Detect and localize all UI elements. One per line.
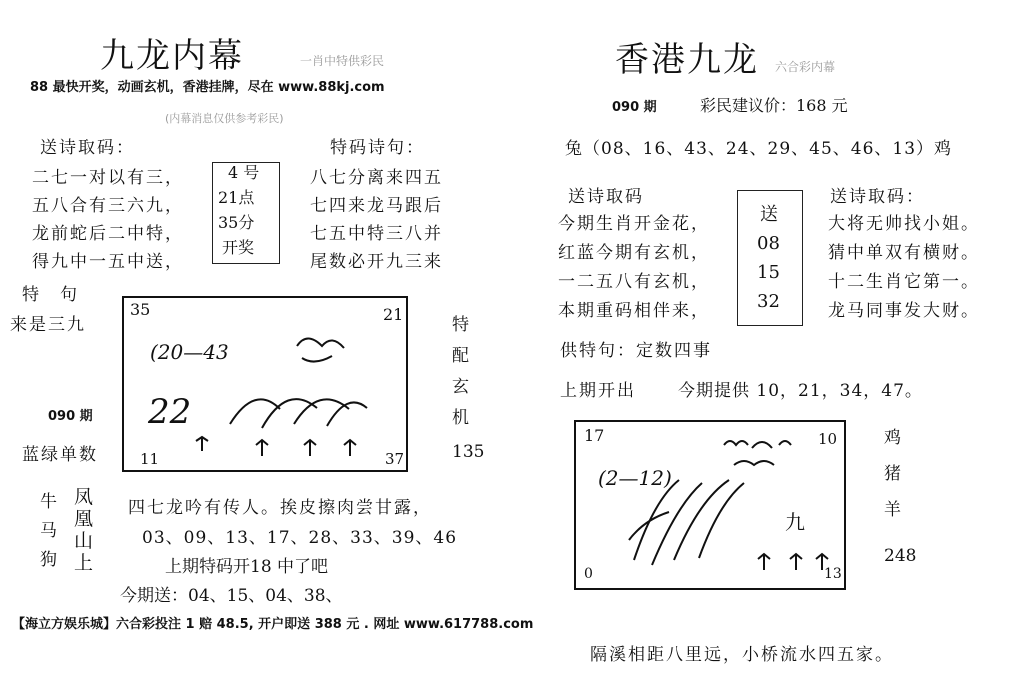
draw-minute: 35分: [218, 213, 255, 232]
side-char: 鸡: [884, 428, 903, 448]
draw-number: 4 号: [228, 163, 260, 182]
left-phoenix: [74, 486, 93, 574]
right-side-vertical: [884, 420, 903, 528]
left-poem-line: 五八合有三六九，: [32, 196, 184, 216]
center-box-item: 32: [757, 291, 780, 312]
right-poem-lines-left: [558, 210, 710, 326]
right-rabbit-line: 兔（08、16、43、24、29、45、46、13）鸡: [565, 139, 953, 159]
left-poem-line: 二七一对以有三，: [32, 168, 184, 188]
left-te-ju-answer: 来是三九: [10, 315, 86, 335]
left-poem-line: 龙前蛇后二中特，: [32, 224, 184, 244]
side-char: 玄: [452, 377, 471, 397]
right-sketch-br: 13: [824, 566, 842, 582]
left-faded-line: (内幕消息仅供参考彩民): [165, 112, 284, 125]
left-sketch-big: 22: [148, 392, 192, 432]
right-last-open: 上期开出: [560, 381, 636, 401]
center-box-item: 15: [757, 262, 780, 283]
side-char: 羊: [884, 500, 903, 520]
draw-hour: 21点: [218, 188, 255, 207]
right-poem-header-right: 送诗取码：: [830, 187, 925, 207]
right-sketch-tr: 10: [818, 430, 838, 448]
left-title-note: 一肖中特供彩民: [300, 54, 385, 68]
right-poem-line: 龙马同事发大财。: [828, 301, 980, 321]
right-poem-line: 猜中单双有横财。: [828, 243, 980, 263]
left-special-line: 八七分离来四五: [310, 168, 443, 188]
right-poem-lines-right: [828, 210, 980, 326]
animal: 狗: [40, 550, 57, 570]
right-price: 彩民建议价：168 元: [700, 96, 848, 115]
left-poem-header: 送诗取码：: [40, 138, 135, 158]
left-sketch-tl: 35: [130, 300, 151, 319]
animal: 马: [40, 521, 57, 541]
right-poem-line: 本期重码相伴来，: [558, 301, 710, 321]
left-special-line: 七四来龙马跟后: [310, 196, 443, 216]
left-bottom-ad: 【海立方娱乐城】六合彩投注 1 赔 48.5, 开户即送 388 元 . 网址 www.617788.com: [12, 617, 534, 632]
right-poem-line: 一二五八有玄机，: [558, 272, 710, 292]
right-bottom-poem: 隔溪相距八里远，小桥流水四五家。: [590, 645, 894, 665]
right-poem-line: 红蓝今期有玄机，: [558, 243, 710, 263]
left-special-line: 七五中特三八并: [310, 224, 443, 244]
left-this-period: 今期送：04、15、04、38、: [120, 586, 343, 606]
side-char: 猪: [884, 464, 903, 484]
left-numbers: 03、09、13、17、28、33、39、46: [142, 528, 458, 548]
left-special-lines: [310, 164, 443, 276]
left-te-ju: 特 句: [22, 285, 79, 305]
phoenix-char: 凰: [74, 508, 94, 530]
right-sketch-bl: 0: [584, 566, 593, 582]
left-special-header: 特码诗句：: [330, 138, 425, 158]
left-sketch-tr: 21: [383, 305, 404, 324]
left-verse: 四七龙吟有传人。挨皮擦肉尝甘露，: [128, 498, 432, 518]
left-side-number: 135: [452, 442, 485, 462]
side-char: 配: [452, 346, 471, 366]
center-box-item: 送: [760, 204, 778, 225]
side-char: 机: [452, 408, 471, 428]
left-sketch-bl: 11: [140, 450, 160, 468]
right-poem-line: 今期生肖开金花，: [558, 214, 710, 234]
center-box-item: 08: [757, 233, 780, 254]
left-animals: [40, 488, 57, 575]
left-period: 090 期: [48, 409, 93, 424]
left-sketch-br: 37: [385, 450, 405, 468]
draw-label: 开奖: [222, 238, 255, 257]
side-char: 特: [452, 315, 471, 335]
left-title: 九龙内幕: [100, 36, 244, 76]
right-title: 香港九龙: [615, 40, 759, 80]
left-lan-lv: 蓝绿单数: [22, 445, 98, 465]
right-sketch-tl: 17: [584, 426, 605, 445]
right-sketch-range: (2—12): [598, 466, 672, 490]
left-sketch-drawing: [122, 296, 408, 472]
phoenix-char: 上: [74, 552, 94, 574]
right-sketch-mid: 九: [785, 510, 805, 534]
right-title-note: 六合彩内幕: [775, 60, 836, 74]
phoenix-char: 山: [74, 530, 94, 552]
left-last-period: 上期特码开18 中了吧: [165, 557, 329, 577]
left-draw-time-text: [218, 160, 259, 260]
left-poem-lines: [32, 164, 184, 276]
left-special-line: 尾数必开九三来: [310, 252, 443, 272]
phoenix-char: 凤: [74, 486, 94, 508]
right-center-box-text: [757, 200, 780, 316]
right-sketch-drawing: [574, 420, 846, 590]
left-poem-line: 得九中一五中送，: [32, 252, 184, 272]
right-poem-header-left: 送诗取码: [568, 187, 644, 207]
right-gong-te-ju: 供特句：定数四事: [560, 341, 712, 361]
right-this-provide: 今期提供 10，21，34，47。: [678, 381, 923, 401]
right-poem-line: 大将无帅找小姐。: [828, 214, 980, 234]
right-period: 090 期: [612, 100, 657, 115]
animal: 牛: [40, 492, 57, 512]
right-side-number: 248: [884, 546, 917, 566]
left-sketch-range: (20—43: [150, 340, 229, 364]
right-poem-line: 十二生肖它第一。: [828, 272, 980, 292]
left-ad-line: 88 最快开奖，动画玄机，香港挂牌，尽在 www.88kj.com: [30, 80, 385, 95]
left-side-vertical: [452, 310, 471, 434]
